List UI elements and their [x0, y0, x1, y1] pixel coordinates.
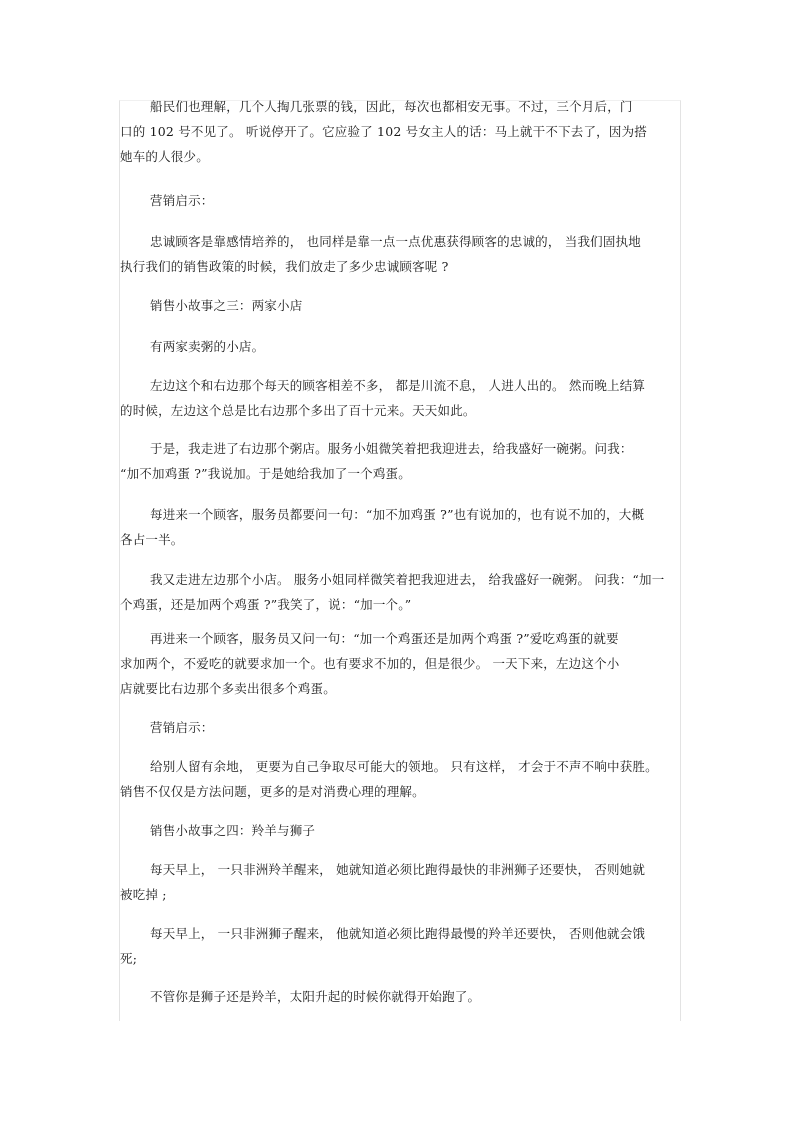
text-line: 不管你是狮子还是羚羊，太阳升起的时候你就得开始跑了。	[150, 989, 481, 1004]
text-line: 的时候，左边这个总是比右边那个多出了百十元来。天天如此。	[120, 403, 476, 418]
paragraph-bus-story-end	[120, 94, 676, 169]
text-line: 死;	[120, 951, 138, 966]
text-line: 船民们也理解，几个人掏几张票的钱，因此，每次也都相安无事。不过，三个月后，门	[150, 99, 633, 114]
text-line: 她车的人很少。	[120, 149, 209, 164]
heading-story-four	[120, 818, 676, 843]
paragraph-antelope	[120, 857, 676, 907]
paragraph-customers-equal	[120, 373, 676, 423]
text-line: 销售不仅仅是方法问题，更多的是对消费心理的理解。	[120, 784, 425, 799]
text-line: 每进来一个顾客，服务员都要问一句：“加不加鸡蛋 ?”也有说加的，也有说不加的，大概	[150, 507, 645, 522]
text-line: 于是，我走进了右边那个粥店。服务小姐微笑着把我迎进去，给我盛好一碗粥。问我：	[150, 441, 633, 456]
heading-marketing-insight-2	[120, 715, 676, 740]
paragraph-conclusion	[120, 984, 676, 1009]
text-line: 左边这个和右边那个每天的顾客相差不多， 都是川流不息， 人进人出的。 然而晚上结算	[150, 378, 646, 393]
paragraph-left-shop-customers	[120, 626, 676, 701]
text-line: 销售小故事之三：两家小店	[150, 298, 303, 313]
text-line: 我又走进左边那个小店。 服务小姐同样微笑着把我迎进去， 给我盛好一碗粥。 问我：“加一	[150, 572, 665, 587]
heading-marketing-insight-1	[120, 188, 676, 213]
paragraph-right-shop	[120, 436, 676, 486]
text-line: “加不加鸡蛋 ?”我说加。于是她给我加了一个鸡蛋。	[120, 466, 411, 481]
paragraph-lion	[120, 921, 676, 971]
text-line: 给别人留有余地， 更要为自己争取尽可能大的领地。 只有这样， 才会于不声不响中获胜。	[150, 759, 658, 774]
text-line: 再进来一个顾客，服务员又问一句：“加一个鸡蛋还是加两个鸡蛋 ?”爱吃鸡蛋的就要	[150, 631, 619, 646]
text-line: 每天早上， 一只非洲羚羊醒来， 她就知道必须比跑得最快的非洲狮子还要快， 否则她就	[150, 862, 646, 877]
text-line: 营销启示：	[150, 193, 214, 208]
text-line: 店就要比右边那个多卖出很多个鸡蛋。	[120, 681, 336, 696]
text-line: 忠诚顾客是靠感情培养的， 也同样是靠一点一点优惠获得顾客的忠诚的， 当我们固执地	[150, 234, 641, 249]
text-line: 营销启示：	[150, 720, 214, 735]
paragraph-left-shop	[120, 567, 676, 617]
text-line: 销售小故事之四：羚羊与狮子	[150, 823, 316, 838]
text-line: 求加两个，不爱吃的就要求加一个。也有要求不加的，但是很少。 一天下来，左边这个小	[120, 656, 620, 671]
paragraph-leave-room	[120, 754, 676, 804]
text-line: 个鸡蛋，还是加两个鸡蛋 ?”我笑了，说：“加一个。”	[120, 597, 412, 612]
text-line: 有两家卖粥的小店。	[150, 339, 265, 354]
paragraph-two-shops	[120, 334, 676, 359]
text-line: 执行我们的销售政策的时候，我们放走了多少忠诚顾客呢 ?	[120, 259, 449, 274]
text-line: 被吃掉 ;	[120, 887, 167, 902]
text-line: 各占一半。	[120, 532, 184, 547]
paragraph-loyal-customers	[120, 229, 676, 279]
heading-story-three	[120, 293, 676, 318]
text-line: 口的 102 号不见了。 听说停开了。它应验了 102 号女主人的话：马上就干不下去了，因为搭	[120, 124, 647, 139]
text-line: 每天早上， 一只非洲狮子醒来， 他就知道必须比跑得最慢的羚羊还要快， 否则他就会饿	[150, 926, 646, 941]
paragraph-right-shop-customers	[120, 502, 676, 552]
